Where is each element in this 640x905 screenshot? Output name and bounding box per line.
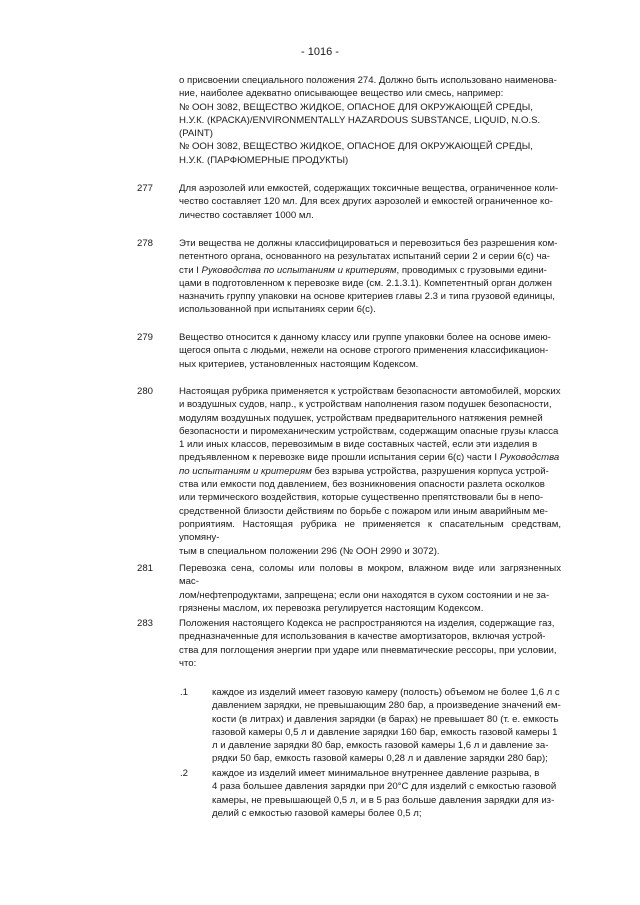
text-line: лом/нефтепродуктами, запрещена; если они находятся в сухом состоянии и не за- [179,589,550,601]
text-line: грязнены маслом, их перевозка регулируется настоящим Кодексом. [179,602,484,614]
text-line: кости (в литрах) и давления зарядки (в барах) не превышает 80 (т. е. емкость [212,713,559,725]
text-line: и воздушных судов, напр., к устройствам наполнения газом подушек безопасности, [179,399,552,411]
provision-number: 281 [137,563,154,574]
text-line: Вещество относится к данному классу или группе упаковки более на основе имею- [179,332,551,343]
provision-text [179,331,561,371]
provision-number: 277 [137,183,154,194]
continuation-paragraph [179,74,561,167]
text-line: ние, наиболее адекватно описывающее вещество или смесь, например: [179,88,504,100]
text-line: рядки 50 бар, емкость газовой камеры 0,28 л и давление зарядки 280 бар); [212,753,548,765]
text-line: щегося опыта с людьми, нежели на основе строгого применения классификацион- [179,345,549,357]
subitem-number: .2 [180,768,189,779]
provision-text [179,617,561,670]
text-line: газовой камеры 0,5 л и давление зарядки 160 бар, емкость газовой камеры 1 [212,726,558,738]
text-line: давлением зарядки, не превышающим 280 бар, а произведение значений ем- [212,700,561,712]
provision-number: 278 [137,238,154,249]
text-line: назначить группу упаковки на основе критериев главы 2.3 и типа грузовой единицы, [179,291,555,303]
text-line: Перевозка сена, соломы или половы в мокром, влажном виде или загрязненных мас- [179,563,561,588]
text-line: по испытаниям и критериям без взрыва устройства, разрушения корпуса устрой- [179,465,549,477]
text-line: средственной близости действиям по борьбе с пожаром или иным аварийным ме- [179,505,548,517]
subitem-text [212,767,561,820]
provision-number: 279 [137,332,154,343]
text-line: роприятиям. Настоящая рубрика не применяется к спасательным средствам, упомяну- [179,518,561,544]
document-title-italic: Руководства по испытаниям и критериям [201,264,397,276]
text-line: тым в специальном положении 296 (№ ООН 2990 и 3072). [179,545,440,557]
text-line: 1 или иных классов, перевозимым в виде составных частей, если эти изделия в [179,439,538,451]
text-line: Эти вещества не должны классифицироваться и перевозиться без разрешения ком- [179,238,558,249]
text-line: каждое из изделий имеет газовую камеру (полость) объемом не более 1,6 л с [212,687,560,698]
document-title-italic: Руководства [499,452,560,464]
text-line: камеры, не превышающей 0,5 л, и в 5 раз больше давления зарядки для из- [212,794,555,806]
text-line: ства или емкости под давлением, без возникновения опасности разлета осколков [179,479,545,491]
text-line: о присвоении специального положения 274. Должно быть использовано наименова- [179,75,557,86]
text-line: Для аэрозолей или емкостей, содержащих токсичные вещества, ограниченное коли- [179,183,559,194]
text-line: (PAINT) [179,128,213,140]
provision-text [179,562,561,615]
provision-number: 283 [137,618,154,629]
text-line: Н.У.К. (ПАРФЮМЕРНЫЕ ПРОДУКТЫ) [179,154,349,166]
page-number: - 1016 - [301,46,339,58]
provision-number: 280 [137,386,154,397]
text-line: чество составляет 120 мл. Для всех других аэрозолей и емкостей ограниченное ко- [179,196,553,208]
text-line: модулям воздушных подушек, устройствам предварительного натяжения ремней [179,412,543,424]
text-line: № ООН 3082, ВЕЩЕСТВО ЖИДКОЕ, ОПАСНОЕ ДЛЯ ОКРУЖАЮЩЕЙ СРЕДЫ, [179,141,533,153]
subitem-number: .1 [180,687,189,698]
text-line: безопасности и пиромеханическим устройствам, содержащим опасные грузы класса [179,425,559,437]
text-line: Н.У.К. (КРАСКА)/ENVIRONMENTALLY HAZARDOUS SUBSTANCE, LIQUID, N.O.S. [179,114,541,126]
provision-text [179,237,561,317]
text-line: что: [179,657,197,669]
text-line: № ООН 3082, ВЕЩЕСТВО ЖИДКОЕ, ОПАСНОЕ ДЛЯ ОКРУЖАЮЩЕЙ СРЕДЫ, [179,101,533,113]
text-line: Настоящая рубрика применяется к устройствам безопасности автомобилей, морских [179,386,561,397]
text-line: ства для поглощения энергии при ударе или пневматические рессоры, при условии, [179,644,557,656]
text-line: предъявленном к перевозке виде прошли испытания серии 6(с) части I Руководства [179,452,560,464]
text-line: или термического воздействия, которые существенно препятствовали бы в непо- [179,492,544,504]
text-line: использованной при испытаниях серии 6(с). [179,304,376,316]
subitem-text [212,686,561,766]
text-line: ных критериев, установленных настоящим Кодексом. [179,358,419,370]
text-line: л и давление зарядки 80 бар, емкость газовой камеры 1,6 л и давление за- [212,740,549,752]
text-line: Положения настоящего Кодекса не распространяются на изделия, содержащие газ, [179,618,555,629]
provision-text [179,182,561,222]
text-line: предназначенные для использования в качестве амортизаторов, включая устрой- [179,631,546,643]
text-line: 4 раза большее давления зарядки при 20°C для изделий с емкостью газовой [212,781,557,793]
text-line: сти I Руководства по испытаниям и критериям, проводимых с грузовыми едини- [179,264,547,276]
text-line: петентного органа, основанного на результатах испытаний серии 2 и серии 6(с) ча- [179,251,550,263]
text-line: делий с емкостью газовой камеры более 0,5 л; [212,807,422,819]
text-line: цами в подготовленном к перевозке виде (см. 2.1.3.1). Компетентный орган должен [179,277,552,289]
text-line: личество составляет 1000 мл. [179,209,314,221]
provision-text [179,385,561,558]
document-title-italic: по испытаниям и критериям [179,465,312,477]
text-line: каждое из изделий имеет минимальное внутреннее давление разрыва, в [212,768,540,779]
